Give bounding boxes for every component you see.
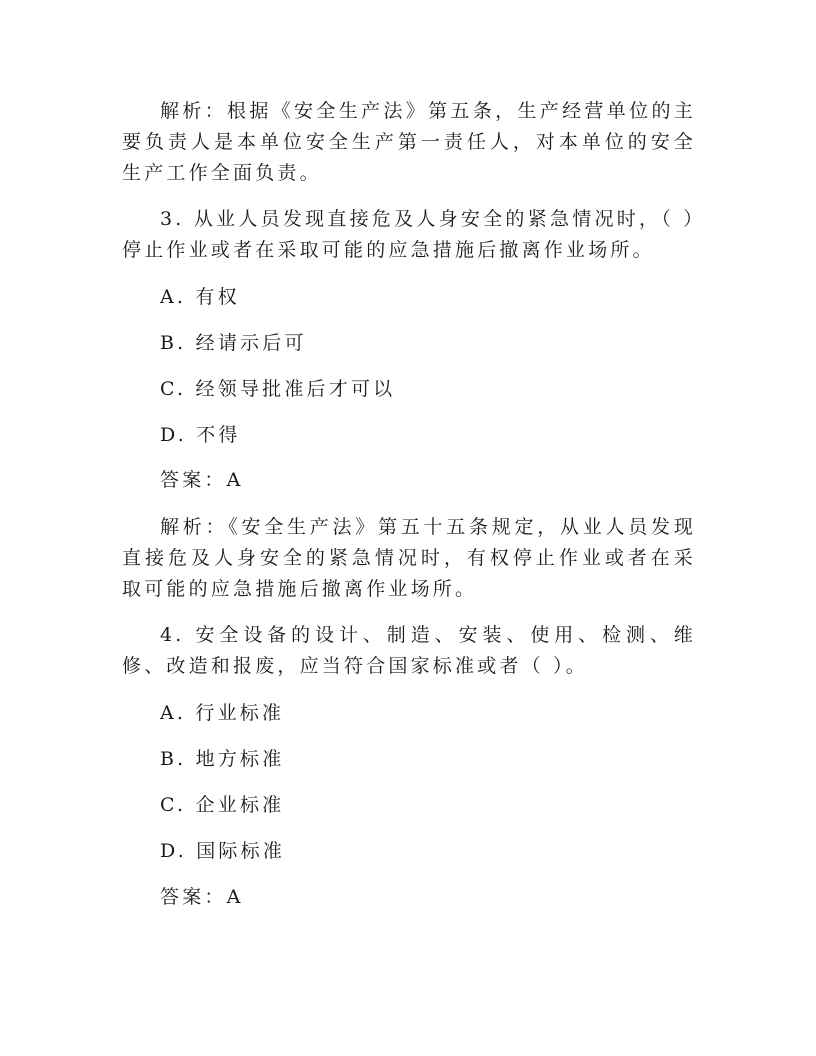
question-4-option-a: A. 行业标准: [160, 702, 285, 724]
question-3-option-a: A. 有权: [160, 286, 240, 308]
question-4-text: 4. 安全设备的设计、制造、安装、使用、检测、维修、改造和报废，应当符合国家标准或者（ ）。: [122, 624, 696, 677]
explanation-paragraph: 解析：根据《安全生产法》第五条，生产经营单位的主要负责人是本单位安全生产第一责任人，对本单位的安全生产工作全面负责。: [122, 100, 696, 184]
question-3-option-b: B. 经请示后可: [160, 332, 307, 354]
question-4-answer: 答案：A: [160, 886, 244, 908]
question-3-text: 3. 从业人员发现直接危及人身安全的紧急情况时，（ ）停止作业或者在采取可能的应急措施后撤离作业场所。: [122, 208, 696, 261]
question-3-option-d: D. 不得: [160, 424, 241, 446]
question-3-answer: 答案：A: [160, 469, 244, 491]
question-4-option-b: B. 地方标准: [160, 748, 285, 770]
question-3-option-c: C. 经领导批准后才可以: [160, 378, 396, 400]
question-4-option-c: C. 企业标准: [160, 794, 285, 816]
question-3-explanation: 解析：《安全生产法》第五十五条规定，从业人员发现直接危及人身安全的紧急情况时，有权停止作业或者在采取可能的应急措施后撤离作业场所。: [122, 516, 696, 600]
question-4-option-d: D. 国际标准: [160, 840, 286, 862]
